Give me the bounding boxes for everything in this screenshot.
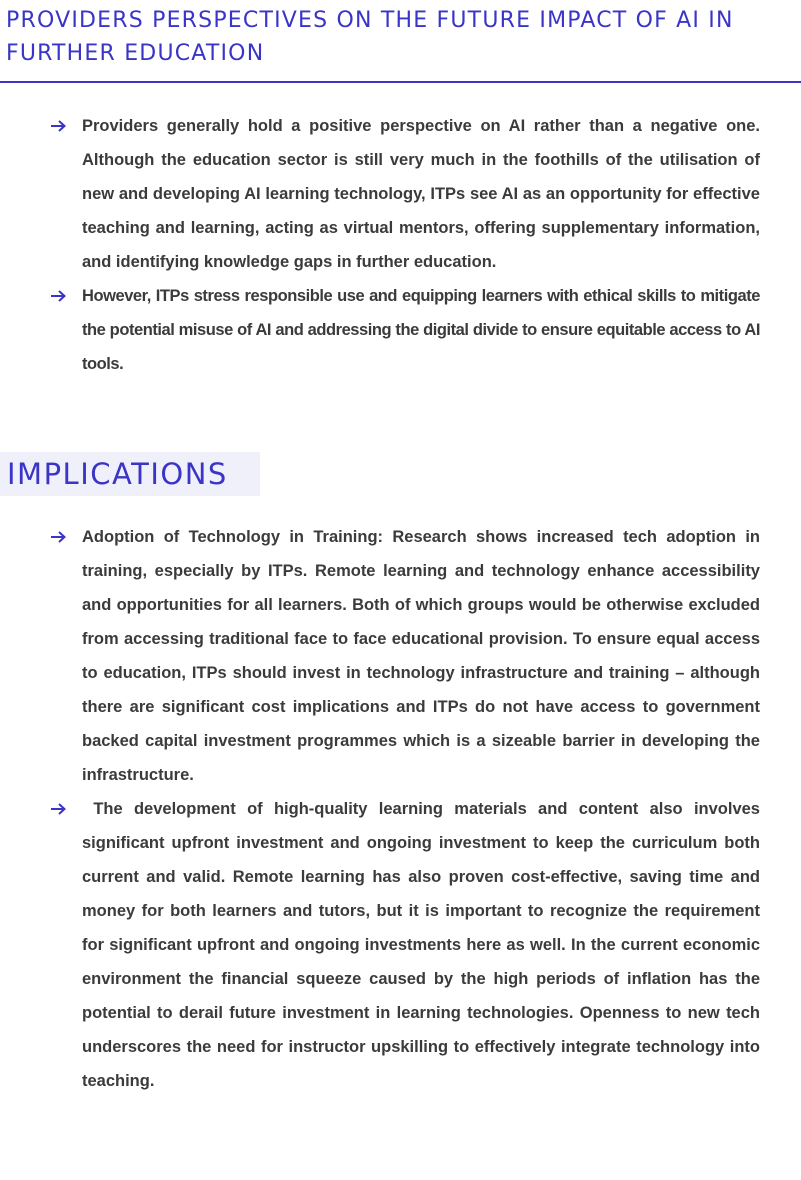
- page-title: PROVIDERS PERSPECTIVES ON THE FUTURE IMPACT OF AI IN FURTHER EDUCATION: [6, 8, 734, 66]
- implication-text: Adoption of Technology in Training: Research shows increased tech adoption in training, especially by ITPs. Remote learning and technology enhance accessibility and opportunities for all learners. Both of which groups would be otherwise excluded from accessing traditional face to face educational provision. To ensure equal access to education, ITPs should invest in technology infrastructure and training – although there are significant cost implications and ITPs do not have access to government backed capital investment programmes which is a sizeable barrier in developing the infrastructure.: [82, 528, 760, 784]
- implication-text: The development of high-quality learning materials and content also involves significant upfront investment and ongoing investment to keep the curriculum both current and valid. Remote learning has also proven cost-effective, saving time and money for both learners and tutors, but it is important to recognize the requirement for significant upfront and ongoing investments here as well. In the current economic environment the financial squeeze caused by the high periods of inflation has the potential to derail future investment in learning technologies. Openness to new tech underscores the need for instructor upskilling to effectively integrate technology into teaching.: [82, 800, 760, 1090]
- arrow-right-icon: [50, 792, 68, 826]
- arrow-right-icon: [50, 279, 68, 313]
- perspective-text: Providers generally hold a positive perspective on AI rather than a negative one. Although the education sector is still very much in the foothills of the utilisation of new and developing AI learning technology, ITPs see AI as an opportunity for effective teaching and learning, acting as virtual mentors, offering supplementary information, and identifying knowledge gaps in further education.: [82, 117, 760, 271]
- list-item: [0, 520, 760, 792]
- list-item: [0, 279, 760, 381]
- perspective-text: However, ITPs stress responsible use and equipping learners with ethical skills to mitigate the potential misuse of AI and addressing the digital divide to ensure equitable access to AI tools.: [82, 287, 760, 373]
- implications-list: [0, 520, 801, 1098]
- perspectives-list: [0, 109, 801, 381]
- list-item: [0, 109, 760, 279]
- list-item: [0, 792, 760, 1098]
- arrow-right-icon: [50, 520, 68, 554]
- title-divider: [0, 81, 801, 83]
- implications-heading: IMPLICATIONS: [7, 457, 228, 491]
- arrow-right-icon: [50, 109, 68, 143]
